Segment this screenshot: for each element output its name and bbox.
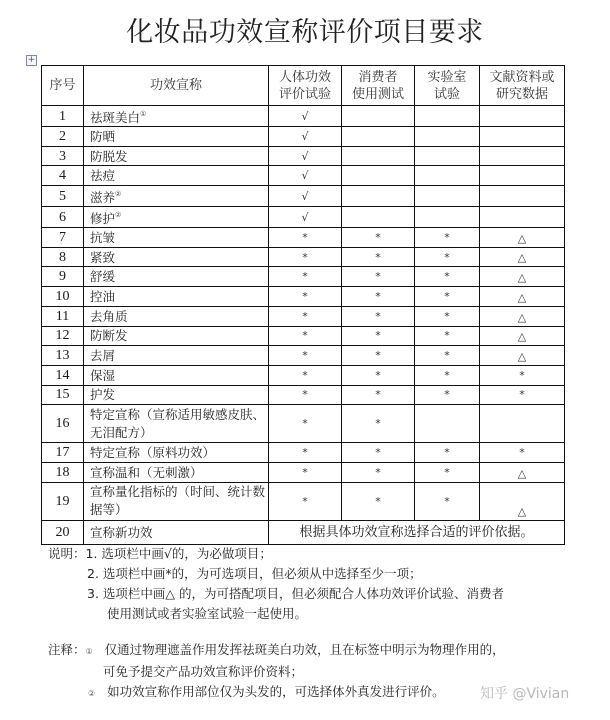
claim-cell [84, 267, 269, 287]
row-number: 8 [42, 247, 84, 267]
header-consumer-test: 消费者 使用测试 [342, 66, 415, 106]
mark-literature [480, 127, 565, 147]
requirements-table [41, 65, 565, 545]
mark-literature [480, 146, 565, 166]
footnote-marker: ① [85, 647, 93, 656]
mark-consumer [342, 166, 415, 186]
annotations-label: 注释： [48, 642, 86, 657]
mark-human: * [269, 306, 342, 326]
claim-cell [84, 127, 269, 147]
claim-cell [84, 228, 269, 248]
mark-lab [415, 186, 480, 207]
mark-human: * [269, 482, 342, 520]
mark-human: * [269, 405, 342, 443]
mark-consumer: * [342, 287, 415, 307]
table-row [42, 326, 565, 346]
mark-consumer: * [342, 462, 415, 482]
mark-literature [480, 106, 565, 127]
table-row [42, 228, 565, 248]
mark-literature: * [480, 365, 565, 385]
claim-cell [84, 385, 269, 405]
claim-text: 宣称温和（无刺激） [90, 464, 203, 480]
notes-label: 说明： [48, 546, 86, 561]
mark-consumer: * [342, 405, 415, 443]
claim-cell [84, 443, 269, 463]
watermark: 知乎 @Vivian [480, 686, 570, 702]
mark-human: * [269, 443, 342, 463]
table-row [42, 106, 565, 127]
claim-text: 控油 [90, 288, 116, 304]
mark-human: * [269, 247, 342, 267]
claim-text: 祛斑美白 [90, 110, 141, 125]
claim-text: 修护 [90, 211, 116, 227]
mark-lab: * [415, 482, 480, 520]
claim-cell [84, 346, 269, 366]
mark-human: √ [269, 166, 342, 186]
mark-lab [415, 166, 480, 186]
claim-text: 特定宣称（宣称适用敏感皮肤、无泪配方） [90, 406, 266, 440]
mark-literature: △ [480, 287, 565, 307]
mark-lab: * [415, 443, 480, 463]
table-row [42, 520, 565, 544]
claim-cell [84, 306, 269, 326]
mark-literature: △ [480, 267, 565, 287]
mark-human: * [269, 326, 342, 346]
mark-consumer: * [342, 385, 415, 405]
mark-lab: * [415, 462, 480, 482]
mark-lab [415, 146, 480, 166]
mark-consumer [342, 146, 415, 166]
footnote-marker: ② [115, 190, 122, 199]
mark-lab: * [415, 287, 480, 307]
mark-literature: △ [480, 247, 565, 267]
mark-human: √ [269, 146, 342, 166]
mark-human: √ [269, 127, 342, 147]
row-number: 14 [42, 365, 84, 385]
mark-consumer: * [342, 228, 415, 248]
claim-cell [84, 247, 269, 267]
note-item: 使用测试或者实验室试验一起使用。 [107, 606, 308, 621]
table-row [42, 346, 565, 366]
mark-human: √ [269, 186, 342, 207]
table-row [42, 405, 565, 443]
notes-section [48, 544, 504, 624]
header-lab-test: 实验室 试验 [415, 66, 480, 106]
claim-text: 防脱发 [90, 148, 128, 164]
row-number: 16 [42, 405, 84, 443]
mark-human: √ [269, 207, 342, 228]
mark-lab: * [415, 267, 480, 287]
claim-text: 紧致 [90, 249, 116, 265]
table-move-handle-icon[interactable]: + [27, 55, 36, 65]
mark-human: * [269, 287, 342, 307]
row-number: 4 [42, 166, 84, 186]
header-human-test: 人体功效 评价试验 [269, 66, 342, 106]
mark-consumer: * [342, 247, 415, 267]
annotation-line: 仅通过物理遮盖作用发挥祛斑美白功效，且在标签中明示为物理作用的， [104, 642, 505, 657]
footnote-marker: ② [88, 689, 96, 698]
claim-text: 防断发 [90, 328, 128, 344]
row-number: 12 [42, 326, 84, 346]
mark-human: * [269, 228, 342, 248]
claim-text: 滋养 [90, 190, 116, 206]
table-header-row [42, 66, 565, 106]
claim-cell [84, 186, 269, 207]
mark-consumer [342, 207, 415, 228]
table-row [42, 443, 565, 463]
mark-literature [480, 207, 565, 228]
mark-lab [415, 127, 480, 147]
claim-cell [84, 106, 269, 127]
mark-consumer: * [342, 346, 415, 366]
row-number: 15 [42, 385, 84, 405]
footnote-marker: ① [140, 110, 147, 118]
document-title: 化妆品功效宣称评价项目要求 [126, 17, 484, 48]
table-row [42, 306, 565, 326]
mark-literature: △ [480, 462, 565, 482]
mark-consumer: * [342, 326, 415, 346]
claim-text: 抗皱 [90, 229, 116, 245]
mark-lab: * [415, 326, 480, 346]
claim-text: 宣称量化指标的（时间、统计数据等） [90, 484, 266, 518]
claim-text: 保湿 [90, 367, 116, 383]
note-item: 2. 选项栏中画*的，为可选项目，但必须从中选择至少一项； [87, 566, 422, 581]
mark-human: √ [269, 106, 342, 127]
mark-consumer: * [342, 443, 415, 463]
mark-lab: * [415, 346, 480, 366]
annotation-line: 可免予提交产品功效宣称评价资料； [103, 664, 304, 679]
mark-consumer [342, 106, 415, 127]
mark-lab [415, 207, 480, 228]
claim-cell [84, 482, 269, 520]
mark-lab: * [415, 365, 480, 385]
claim-text: 特定宣称（原料功效） [90, 445, 216, 461]
claim-cell [84, 462, 269, 482]
footnote-marker: ② [115, 211, 122, 220]
claim-cell [84, 146, 269, 166]
row-number: 11 [42, 306, 84, 326]
claim-text: 去角质 [90, 308, 128, 324]
mark-consumer: * [342, 267, 415, 287]
table-row [42, 462, 565, 482]
row-number: 9 [42, 267, 84, 287]
row-number: 18 [42, 462, 84, 482]
row-number: 5 [42, 186, 84, 207]
annotation-line: 如功效宣称作用部位仅为头发的，可选择体外真发进行评价。 [107, 684, 445, 699]
mark-lab [415, 106, 480, 127]
annotations-section [48, 640, 505, 704]
mark-human: * [269, 267, 342, 287]
claim-text: 护发 [90, 387, 116, 403]
table-row [42, 482, 565, 520]
table-row [42, 146, 565, 166]
claim-cell [84, 405, 269, 443]
evaluation-basis-note: 根据具体功效宣称选择合适的评价依据。 [269, 520, 565, 544]
note-item: 1. 选项栏中画√的，为必做项目； [85, 546, 272, 561]
table-row [42, 186, 565, 207]
mark-lab: * [415, 385, 480, 405]
mark-literature: △ [480, 482, 565, 520]
mark-literature: △ [480, 346, 565, 366]
mark-human: * [269, 462, 342, 482]
mark-consumer [342, 186, 415, 207]
claim-text: 防晒 [90, 128, 116, 144]
mark-literature [480, 166, 565, 186]
table-row [42, 207, 565, 228]
mark-human: * [269, 346, 342, 366]
mark-literature [480, 405, 565, 443]
note-item: 3. 选项栏中画△ 的，为可搭配项目，但必须配合人体功效评价试验、消费者 [87, 586, 504, 601]
table-row [42, 127, 565, 147]
row-number: 10 [42, 287, 84, 307]
mark-lab: * [415, 228, 480, 248]
mark-lab: * [415, 306, 480, 326]
claim-cell [84, 365, 269, 385]
claim-text: 祛痘 [90, 168, 116, 184]
row-number: 3 [42, 146, 84, 166]
row-number: 2 [42, 127, 84, 147]
header-claim: 功效宣称 [84, 66, 269, 106]
claim-cell [84, 207, 269, 228]
row-number: 1 [42, 106, 84, 127]
mark-consumer: * [342, 482, 415, 520]
claim-text: 舒缓 [90, 269, 116, 285]
table-row [42, 267, 565, 287]
table-row [42, 247, 565, 267]
row-number: 7 [42, 228, 84, 248]
claim-cell [84, 326, 269, 346]
row-number: 6 [42, 207, 84, 228]
mark-literature: △ [480, 228, 565, 248]
row-number: 19 [42, 482, 84, 520]
mark-literature: △ [480, 326, 565, 346]
table-row [42, 385, 565, 405]
claim-cell [84, 166, 269, 186]
mark-literature: △ [480, 306, 565, 326]
row-number: 17 [42, 443, 84, 463]
mark-literature: * [480, 443, 565, 463]
table-row [42, 166, 565, 186]
table-row [42, 365, 565, 385]
mark-human: * [269, 385, 342, 405]
claim-text: 去屑 [90, 348, 116, 364]
claim-cell [84, 287, 269, 307]
mark-consumer: * [342, 306, 415, 326]
claim-text: 宣称新功效 [84, 520, 269, 544]
mark-lab [415, 405, 480, 443]
mark-lab: * [415, 247, 480, 267]
header-literature: 文献资料或 研究数据 [480, 66, 565, 106]
mark-literature: * [480, 385, 565, 405]
mark-literature [480, 186, 565, 207]
row-number: 20 [42, 520, 84, 544]
mark-consumer [342, 127, 415, 147]
mark-consumer: * [342, 365, 415, 385]
header-seq: 序号 [42, 66, 84, 106]
mark-human: * [269, 365, 342, 385]
row-number: 13 [42, 346, 84, 366]
table-row [42, 287, 565, 307]
